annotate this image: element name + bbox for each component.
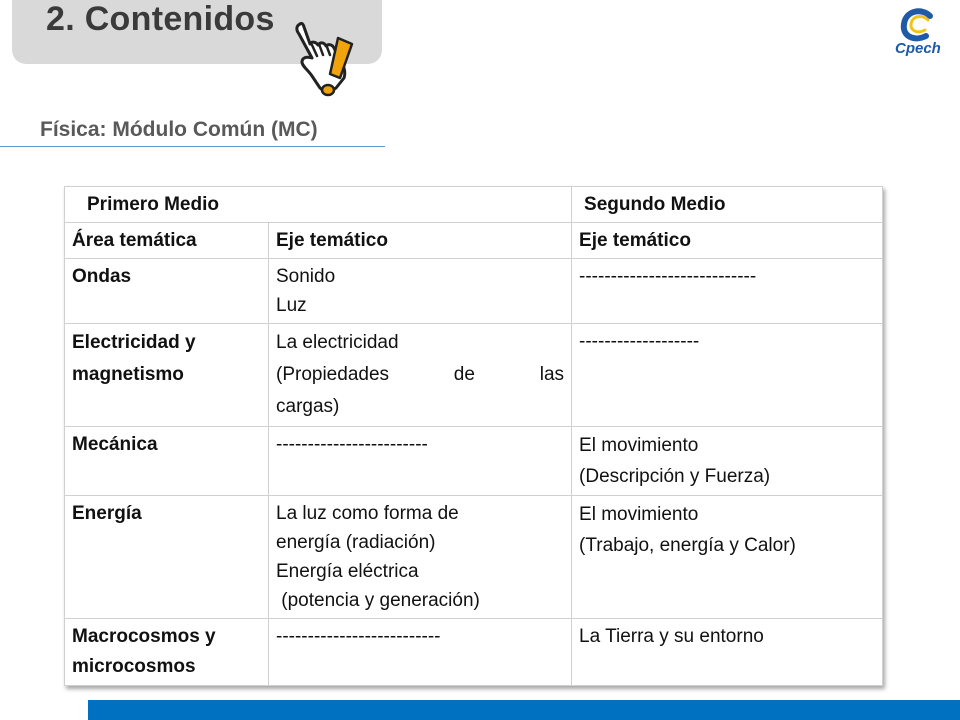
segundo-cell (572, 259, 883, 324)
cell-line: (potencia y generación) (276, 590, 480, 611)
subtitle-underline (0, 146, 385, 147)
table-row (65, 223, 883, 259)
cell-line: (Propiedades de las (276, 364, 565, 385)
primero-cell (269, 259, 572, 324)
header-segundo-medio: Segundo Medio (572, 187, 883, 223)
page-title: 2. Contenidos (46, 0, 275, 38)
primero-cell (269, 496, 572, 619)
cell-line: (Trabajo, energía y Calor) (579, 535, 796, 556)
cell-line: Luz (276, 295, 307, 316)
col-header-eje-segundo: Eje temático (572, 223, 883, 259)
segundo-cell (572, 619, 883, 686)
header-primero-medio: Primero Medio (65, 187, 572, 223)
segundo-cell (572, 496, 883, 619)
footer-bar (88, 700, 960, 720)
col-header-eje-primero: Eje temático (269, 223, 572, 259)
cell-line: La Tierra y su entorno (579, 626, 764, 647)
area-cell: Ondas (65, 259, 269, 324)
table-row (65, 619, 883, 686)
cell-line: Energía eléctrica (276, 561, 419, 582)
pointing-hand-exclamation-icon (290, 14, 362, 100)
primero-cell (269, 427, 572, 496)
col-header-area: Área temática (65, 223, 269, 259)
cell-line: ------------------------ (276, 434, 428, 455)
cell-line: ---------------------------- (579, 266, 757, 287)
area-cell (65, 619, 269, 686)
cell-line: El movimiento (579, 435, 699, 456)
table-row (65, 324, 883, 427)
cell-line: -------------------------- (276, 626, 441, 647)
table-row (65, 427, 883, 496)
area-cell: Mecánica (65, 427, 269, 496)
cell-line: Electricidad y (72, 332, 196, 353)
area-cell: Energía (65, 496, 269, 619)
cell-line: energía (radiación) (276, 532, 436, 553)
cell-line: cargas) (276, 396, 340, 417)
cell-line: El movimiento (579, 504, 699, 525)
cell-line: microcosmos (72, 656, 196, 677)
cell-line: Sonido (276, 266, 336, 287)
cell-line: La luz como forma de (276, 503, 459, 524)
table-row (65, 259, 883, 324)
segundo-cell (572, 324, 883, 427)
cell-line: magnetismo (72, 364, 184, 385)
section-subtitle: Física: Módulo Común (MC) (40, 118, 318, 141)
table-row (65, 496, 883, 619)
primero-cell (269, 619, 572, 686)
area-cell (65, 324, 269, 427)
primero-cell (269, 324, 572, 427)
contents-table (64, 186, 883, 686)
cell-line: Macrocosmos y (72, 626, 216, 647)
segundo-cell (572, 427, 883, 496)
cell-line: La electricidad (276, 332, 399, 353)
cell-line: ------------------- (579, 331, 700, 352)
cell-line: (Descripción y Fuerza) (579, 466, 771, 487)
logo-label: Cpech (895, 40, 941, 57)
table-row (65, 187, 883, 223)
